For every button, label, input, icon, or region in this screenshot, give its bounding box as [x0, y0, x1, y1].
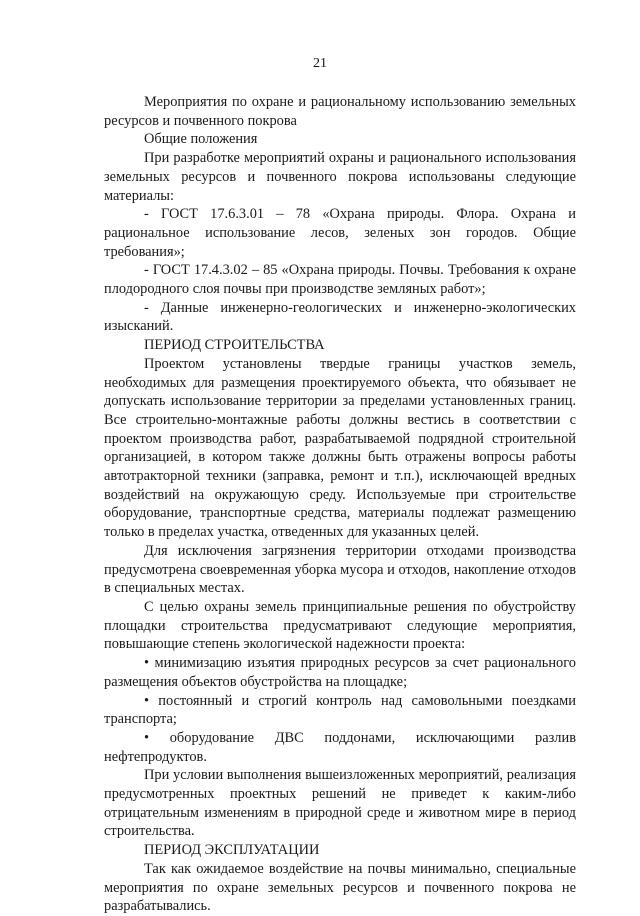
paragraph-construction-boundaries: Проектом установлены твердые границы участков земель, необходимых для размещения проектируемого объекта, что обязывает не допускать использование территории за пределами установленных границ. Все строительно-монтажные работы должны вестись в соответствии с проектом производства работ, разрабатываемой подрядной строительной организацией, в котором также должны быть отражены вопросы работы автотракторной техники (заправка, ремонт и т.п.), исключающей вредных воздействий на окружающую среду. Используемые при строительстве оборудование, транспортные средства, материалы подлежат размещению только в пределах участка, отведенных для указанных целей.: [104, 355, 576, 541]
list-item-surveys: - Данные инженерно-геологических и инженерно-экологических изысканий.: [104, 299, 576, 335]
paragraph-conclusion: При условии выполнения вышеизложенных мероприятий, реализация предусмотренных проектных решений не приведет к каким-либо отрицательным изменениям в природной среде и животном мире в период строительства.: [104, 767, 576, 840]
heading-operation-period: ПЕРИОД ЭКСПЛУАТАЦИИ: [144, 842, 320, 859]
paragraph-materials-intro: При разработке мероприятий охраны и рационального использования земельных ресурсов и почвенного покрова использованы следующие материалы:: [104, 150, 576, 204]
paragraph-waste-removal: Для исключения загрязнения территории отходами производства предусмотрена своевременная уборка мусора и отходов, накопление отходов в специальных местах.: [104, 542, 576, 597]
paragraph-protection-measures: С целью охраны земель принципиальные решения по обустройству площадки строительства предусматривают следующие мероприятия, повышающие степень экологической надежности проекта:: [104, 598, 576, 653]
paragraph-operation: Так как ожидаемое воздействие на почвы минимально, специальные мероприятия по охране земельных ресурсов и почвенного покрова не разрабатывались.: [104, 860, 576, 915]
bullet-minimize-resources: • минимизацию изъятия природных ресурсов за счет рационального размещения объектов обустройства на площадке;: [104, 655, 576, 690]
document-body: [104, 93, 576, 916]
bullet-engine-trays: • оборудование ДВС поддонами, исключающими разлив нефтепродуктов.: [104, 729, 576, 765]
bullet-transport-control: • постоянный и строгий контроль над самовольными поездками транспорта;: [104, 692, 576, 728]
heading-construction-period: ПЕРИОД СТРОИТЕЛЬСТВА: [144, 337, 325, 354]
section-title: Мероприятия по охране и рациональному использованию земельных ресурсов и почвенного покрова: [104, 94, 576, 129]
list-item-gost-soil: - ГОСТ 17.4.3.02 – 85 «Охрана природы. Почвы. Требования к охране плодородного слоя почвы при производстве земляных работ»;: [104, 262, 576, 298]
page-number: 21: [313, 56, 327, 71]
subsection-title-general: Общие положения: [144, 131, 258, 148]
list-item-gost-flora: - ГОСТ 17.6.3.01 – 78 «Охрана природы. Флора. Охрана и рациональное использование лесов, зеленых зон городов. Общие требования»;: [104, 206, 576, 260]
